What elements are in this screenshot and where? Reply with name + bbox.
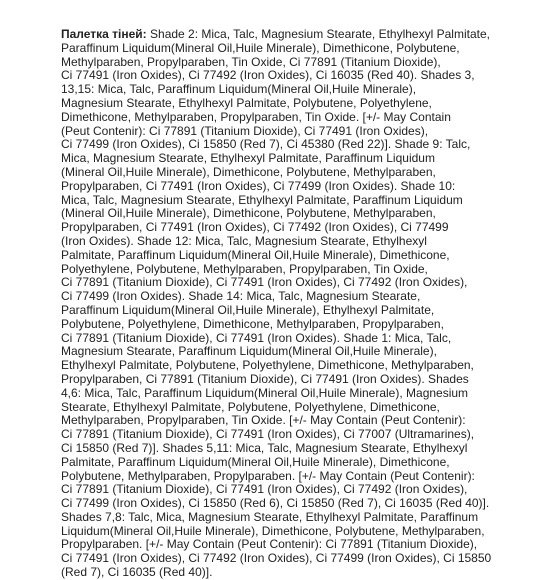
ingredients-line: Mica, Magnesium Stearate, Ethylhexyl Palmitate, Paraffinum Liquidum bbox=[61, 151, 435, 166]
ingredients-line: Paraffinum Liquidum(Mineral Oil,Huile Minerale), Dimethicone, Polybutene, bbox=[61, 40, 460, 55]
ingredients-line: (Red 7), Ci 16035 (Red 40)]. bbox=[61, 565, 213, 580]
ingredients-line: 13,15: Mica, Talc, Paraffinum Liquidum(Mineral Oil,Huile Minerale), bbox=[61, 82, 417, 97]
ingredients-line: Paraffinum Liquidum(Mineral Oil,Huile Minerale), Ethylhexyl Palmitate, bbox=[61, 302, 435, 317]
ingredients-line: Ci 77499 (Iron Oxides), Ci 15850 (Red 6), Ci 15850 (Red 7), Ci 16035 (Red 40)]. bbox=[61, 496, 490, 511]
ingredients-line: Propylparaben, Ci 77491 (Iron Oxides), Ci 77492 (Iron Oxides), Ci 77499 bbox=[61, 220, 449, 235]
ingredients-line: (Mineral Oil,Huile Minerale), Dimethicone, Polybutene, Methylparaben, bbox=[61, 206, 436, 221]
ingredients-line: Ci 15850 (Red 7)]. Shades 5,11: Mica, Talc, Magnesium Stearate, Ethylhexyl bbox=[61, 440, 468, 455]
ingredients-line: (Iron Oxides). Shade 12: Mica, Talc, Magnesium Stearate, Ethylhexyl bbox=[61, 233, 427, 248]
ingredients-line: Ethylhexyl Palmitate, Polybutene, Polyethylene, Dimethicone, Methylparaben, bbox=[61, 358, 474, 373]
ingredients-line: Ci 77891 (Titanium Dioxide), Ci 77491 (Iron Oxides). Shade 1: Mica, Talc, bbox=[61, 330, 452, 345]
ingredients-line: 4,6: Mica, Talc, Paraffinum Liquidum(Mineral Oil,Huile Minerale), Magnesium bbox=[61, 385, 469, 400]
ingredients-line: Methylparaben, Propylparaben, Tin Oxide, Ci 77891 (Titanium Dioxide), bbox=[61, 54, 441, 69]
palette-label: Палетка тіней: bbox=[61, 27, 147, 41]
ingredients-text bbox=[61, 27, 492, 580]
ingredients-line: Magnesium Stearate, Ethylhexyl Palmitate, Polybutene, Polyethylene, bbox=[61, 95, 432, 110]
ingredients-line: Ci 77499 (Iron Oxides). Shade 14: Mica, Talc, Magnesium Stearate, bbox=[61, 289, 421, 304]
ingredients-line: Palmitate, Paraffinum Liquidum(Mineral Oil,Huile Minerale), Dimethicone, bbox=[61, 247, 450, 262]
ingredients-line: Ci 77491 (Iron Oxides), Ci 77492 (Iron Oxides), Ci 77499 (Iron Oxides), Ci 15850 bbox=[61, 551, 492, 566]
ingredients-line: Propylparaben, Ci 77891 (Titanium Dioxide), Ci 77491 (Iron Oxides). Shades bbox=[61, 371, 469, 386]
ingredients-line-text: Shade 2: Mica, Talc, Magnesium Stearate, Ethylhexyl Palmitate, bbox=[146, 27, 490, 41]
ingredients-line: Ci 77491 (Iron Oxides), Ci 77492 (Iron Oxides), Ci 16035 (Red 40). Shades 3, bbox=[61, 68, 475, 83]
ingredients-line bbox=[61, 27, 490, 42]
ingredients-line: Liquidum(Mineral Oil,Huile Minerale), Dimethicone, Polybutene, Methylparaben, bbox=[61, 523, 485, 538]
ingredients-line: Ci 77891 (Titanium Dioxide), Ci 77491 (Iron Oxides), Ci 77492 (Iron Oxides), bbox=[61, 482, 468, 497]
ingredients-line: Ci 77891 (Titanium Dioxide), Ci 77491 (Iron Oxides), Ci 77007 (Ultramarines), bbox=[61, 427, 475, 442]
ingredients-line: Polybutene, Methylparaben, Propylparaben. [+/- May Contain (Peut Contenir): bbox=[61, 468, 475, 483]
ingredients-line: Ci 77499 (Iron Oxides), Ci 15850 (Red 7), Ci 45380 (Red 22)]. Shade 9: Talc, bbox=[61, 137, 471, 152]
ingredients-line: Propylparaben. [+/- May Contain (Peut Contenir): Ci 77891 (Titanium Dioxide), bbox=[61, 537, 478, 552]
ingredients-line: Dimethicone, Methylparaben, Propylparaben, Tin Oxide. [+/- May Contain bbox=[61, 109, 451, 124]
ingredients-line: Polyethylene, Polybutene, Methylparaben, Propylparaben, Tin Oxide, bbox=[61, 261, 428, 276]
ingredients-line: Shades 7,8: Talc, Mica, Magnesium Stearate, Ethylhexyl Palmitate, Paraffinum bbox=[61, 509, 479, 524]
ingredients-line: Ci 77891 (Titanium Dioxide), Ci 77491 (Iron Oxides), Ci 77492 (Iron Oxides), bbox=[61, 275, 468, 290]
ingredients-line: Propylparaben, Ci 77491 (Iron Oxides), Ci 77499 (Iron Oxides). Shade 10: bbox=[61, 178, 456, 193]
ingredients-line: Magnesium Stearate, Paraffinum Liquidum(Mineral Oil,Huile Minerale), bbox=[61, 344, 437, 359]
ingredients-line: Palmitate, Paraffinum Liquidum(Mineral Oil,Huile Minerale), Dimethicone, bbox=[61, 454, 450, 469]
ingredients-line: (Peut Contenir): Ci 77891 (Titanium Dioxide), Ci 77491 (Iron Oxides), bbox=[61, 123, 429, 138]
ingredients-line: Polybutene, Polyethylene, Dimethicone, Methylparaben, Propylparaben, bbox=[61, 316, 444, 331]
ingredients-line: (Mineral Oil,Huile Minerale), Dimethicone, Polybutene, Methylparaben, bbox=[61, 164, 436, 179]
ingredients-line: Mica, Talc, Magnesium Stearate, Ethylhexyl Palmitate, Paraffinum Liquidum bbox=[61, 192, 463, 207]
ingredients-line: Methylparaben, Propylparaben, Tin Oxide. [+/- May Contain (Peut Contenir): bbox=[61, 413, 466, 428]
ingredients-line: Stearate, Ethylhexyl Palmitate, Polybutene, Polyethylene, Dimethicone, bbox=[61, 399, 440, 414]
